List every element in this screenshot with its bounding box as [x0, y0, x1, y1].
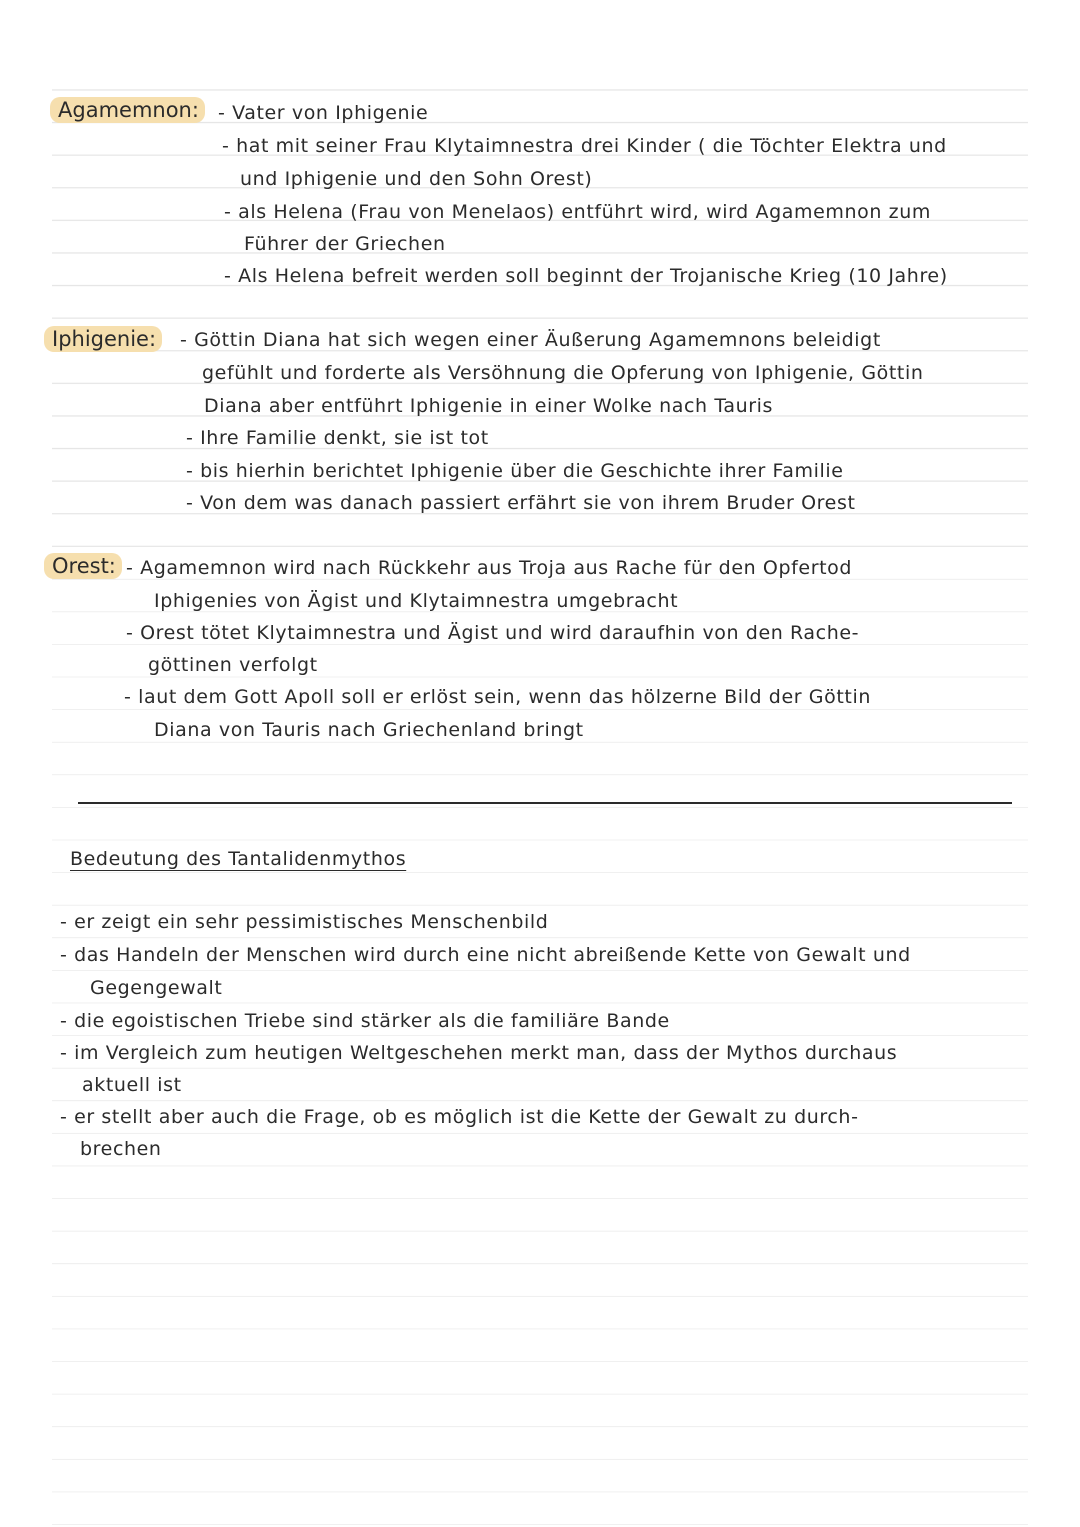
agamemnon-line: - Als Helena befreit werden soll beginnt der Trojanische Krieg (10 Jahre) — [224, 265, 948, 287]
heading-bedeutung: Bedeutung des Tantalidenmythos — [70, 848, 407, 870]
orest-line: Diana von Tauris nach Griechenland bringt — [154, 719, 584, 741]
orest-line: Iphigenies von Ägist und Klytaimnestra umgebracht — [154, 590, 679, 612]
section-divider — [78, 802, 1012, 804]
bedeutung-line: - er stellt aber auch die Frage, ob es möglich ist die Kette der Gewalt zu durch- — [60, 1106, 859, 1128]
agamemnon-line: - hat mit seiner Frau Klytaimnestra drei Kinder ( die Töchter Elektra und — [222, 135, 947, 157]
orest-line: - Orest tötet Klytaimnestra und Ägist und wird daraufhin von den Rache- — [126, 622, 860, 644]
orest-line: - laut dem Gott Apoll soll er erlöst sein, wenn das hölzerne Bild der Göttin — [124, 686, 871, 708]
agamemnon-line: - als Helena (Frau von Menelaos) entführt wird, wird Agamemnon zum — [224, 201, 931, 223]
iphigenie-line: - Von dem was danach passiert erfährt sie von ihrem Bruder Orest — [186, 492, 856, 514]
iphigenie-line: - bis hierhin berichtet Iphigenie über die Geschichte ihrer Familie — [186, 460, 844, 482]
bedeutung-line: - die egoistischen Triebe sind stärker als die familiäre Bande — [60, 1010, 670, 1032]
iphigenie-line: Diana aber entführt Iphigenie in einer Wolke nach Tauris — [204, 395, 774, 417]
orest-line: göttinen verfolgt — [148, 654, 318, 676]
agamemnon-line: und Iphigenie und den Sohn Orest) — [240, 168, 593, 190]
bedeutung-line: - das Handeln der Menschen wird durch eine nicht abreißende Kette von Gewalt und — [60, 944, 911, 966]
page-margin-left — [0, 0, 52, 1527]
agamemnon-line: - Vater von Iphigenie — [218, 102, 429, 124]
bedeutung-line: - im Vergleich zum heutigen Weltgeschehen merkt man, dass der Mythos durchaus — [60, 1042, 898, 1064]
label-orest: Orest: — [44, 553, 122, 579]
orest-line: - Agamemnon wird nach Rückkehr aus Troja aus Rache für den Opfertod — [126, 557, 853, 579]
bedeutung-line: Gegengewalt — [90, 977, 223, 999]
iphigenie-line: gefühlt und forderte als Versöhnung die Opferung von Iphigenie, Göttin — [202, 362, 924, 384]
agamemnon-line: Führer der Griechen — [244, 233, 446, 255]
bedeutung-line: aktuell ist — [82, 1074, 182, 1096]
label-iphigenie: Iphigenie: — [44, 326, 162, 352]
label-agamemnon: Agamemnon: — [50, 97, 205, 123]
page-margin-right — [1028, 0, 1080, 1527]
bedeutung-line: brechen — [80, 1138, 162, 1160]
iphigenie-line: - Göttin Diana hat sich wegen einer Äußerung Agamemnons beleidigt — [180, 329, 881, 351]
bedeutung-line: - er zeigt ein sehr pessimistisches Menschenbild — [60, 911, 549, 933]
iphigenie-line: - Ihre Familie denkt, sie ist tot — [186, 427, 489, 449]
